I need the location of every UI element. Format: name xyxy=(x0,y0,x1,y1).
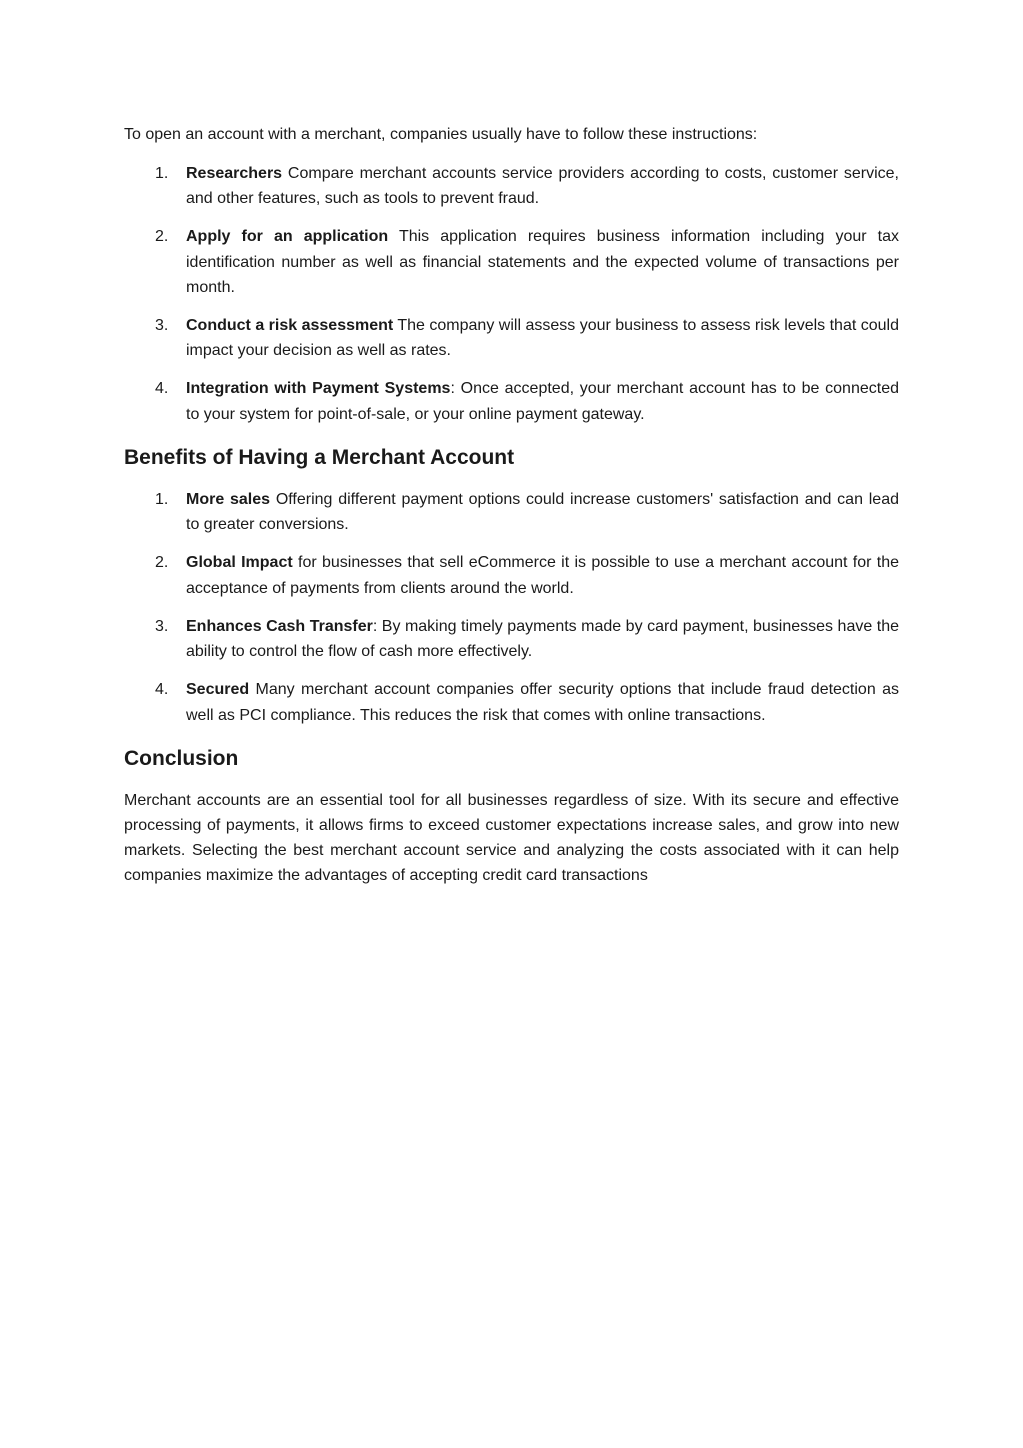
list-item xyxy=(124,677,899,728)
list-item-title: Conduct a risk assessment xyxy=(186,317,394,335)
intro-paragraph: To open an account with a merchant, companies usually have to follow these instructions: xyxy=(124,126,758,143)
list-item xyxy=(124,224,899,300)
list-number: 1. xyxy=(155,491,169,509)
list-item-title: Researchers xyxy=(186,165,283,182)
list-item-text: The company will assess your business to assess risk levels that could impact your decision as well as rates. xyxy=(186,317,899,360)
list-number: 4. xyxy=(155,380,169,398)
benefits-list xyxy=(124,487,899,728)
list-item-text: This application requires business information including your tax identification number as well as financial statements and the expected volume of transactions per month. xyxy=(186,228,899,296)
list-item-title: Integration with Payment Systems xyxy=(186,380,451,398)
list-item-text: for businesses that sell eCommerce it is possible to use a merchant account for the acceptance of payments from clients around the world. xyxy=(186,554,900,597)
list-number: 3. xyxy=(155,317,169,335)
list-item-title: Global Impact xyxy=(186,554,293,572)
list-item-title: Apply for an application xyxy=(186,228,389,246)
list-number: 2. xyxy=(155,554,169,572)
list-item xyxy=(124,487,899,538)
conclusion-heading: Conclusion xyxy=(124,746,239,770)
list-item-text: : Once accepted, your merchant account has to be connected to your system for point-of-sale, or your online payment gateway. xyxy=(186,380,899,423)
list-item xyxy=(124,550,899,601)
list-item-text: Many merchant account companies offer security options that include fraud detection as well as PCI compliance. This reduces the risk that comes with online transactions. xyxy=(186,681,899,724)
benefits-heading: Benefits of Having a Merchant Account xyxy=(124,446,515,470)
list-item xyxy=(124,161,899,212)
list-item-title: Secured xyxy=(186,681,250,699)
list-item-text: Compare merchant accounts service providers according to costs, customer service, and other features, such as tools to prevent fraud. xyxy=(186,165,899,208)
list-item-title: Enhances Cash Transfer xyxy=(186,617,373,635)
list-number: 1. xyxy=(155,165,169,182)
list-number: 2. xyxy=(155,228,169,246)
list-item-text: : By making timely payments made by card payment, businesses have the ability to control the flow of cash more effectively. xyxy=(186,617,899,661)
list-number: 4. xyxy=(155,681,169,699)
list-item xyxy=(124,376,899,427)
list-number: 3. xyxy=(155,617,169,635)
list-item xyxy=(124,614,899,665)
conclusion-paragraph: Merchant accounts are an essential tool for all businesses regardless of size. With its secure and effective processing of payments, it allows firms to exceed customer expectations increase sales, and grow into new markets. Selecting the best merchant account service and analyzing the costs associated with it can help companies maximize the advantages of accepting credit card transactions xyxy=(124,791,899,884)
list-item-text: Offering different payment options could increase customers' satisfaction and can lead to greater conversions. xyxy=(186,491,899,534)
list-item-title: More sales xyxy=(186,491,271,509)
document-page xyxy=(124,122,899,888)
list-item xyxy=(124,313,899,364)
steps-list xyxy=(124,161,899,427)
